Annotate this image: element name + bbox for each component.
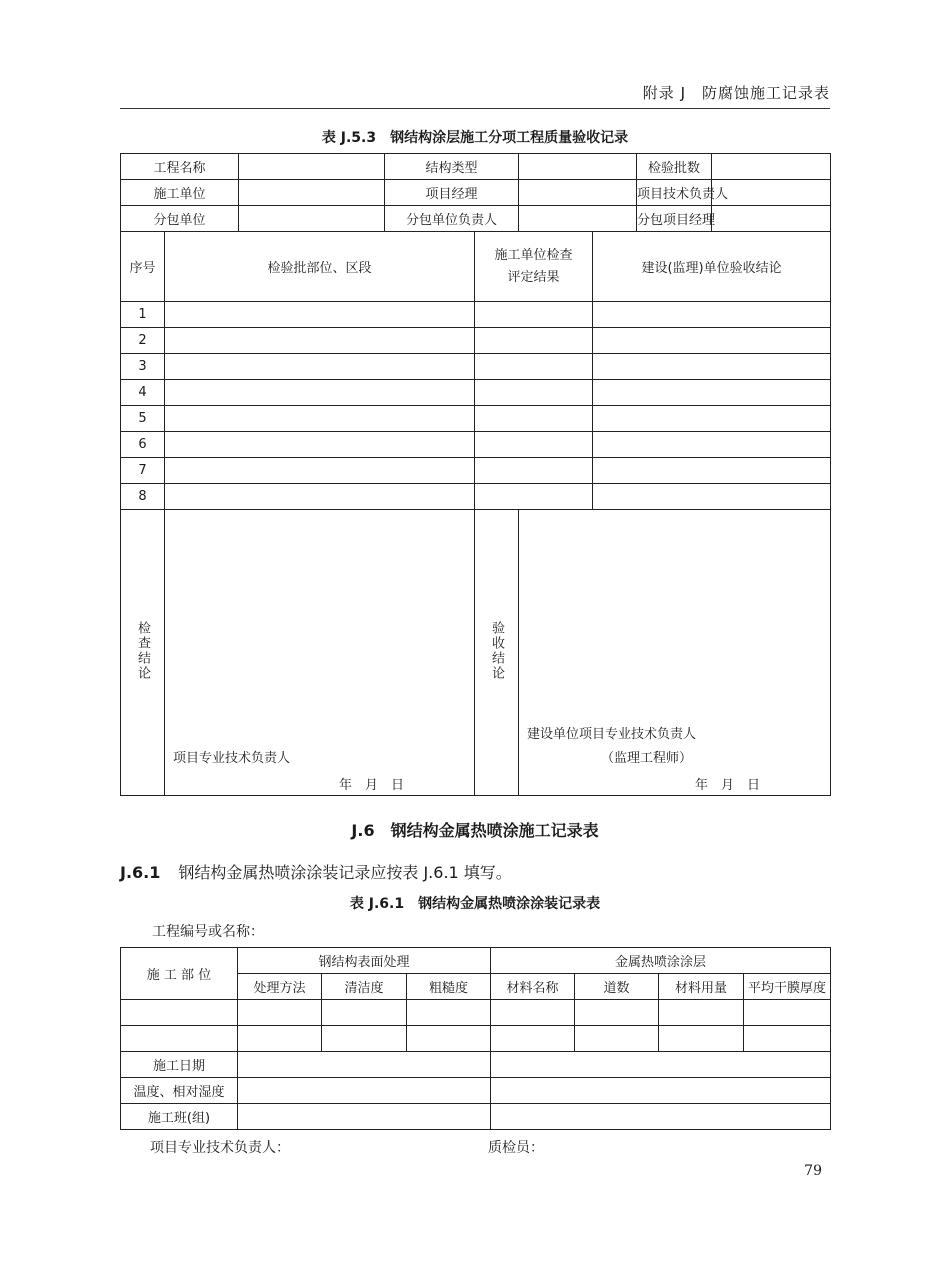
col-conclusion: 建设(监理)单位验收结论	[593, 232, 831, 302]
accept-conclusion-area[interactable]	[519, 510, 831, 796]
cell[interactable]	[238, 1000, 322, 1026]
col-eval-line1: 施工单位检查	[494, 247, 573, 263]
value-tech-lead[interactable]	[712, 180, 831, 206]
accept-conclusion-label-cell	[475, 510, 519, 796]
cell[interactable]	[491, 1104, 831, 1130]
info-row	[121, 206, 831, 232]
clause-number: J.6.1	[120, 863, 161, 882]
cell-eval[interactable]	[475, 458, 593, 484]
col-method: 处理方法	[238, 974, 322, 1000]
cell[interactable]	[407, 1026, 491, 1052]
right-signer-line1: 建设单位项目专业技术负责人	[527, 727, 697, 742]
check-conclusion-label: 检查结论	[135, 620, 150, 681]
cell-conclusion[interactable]	[593, 406, 831, 432]
cell[interactable]	[491, 1000, 575, 1026]
label-structure-type: 结构类型	[385, 154, 519, 180]
value-sub-lead[interactable]	[519, 206, 637, 232]
col-eval	[475, 232, 593, 302]
table-row	[121, 328, 831, 354]
row-number: 5	[121, 406, 165, 432]
cell[interactable]	[121, 1000, 238, 1026]
table2-caption: 表 J.6.1 钢结构金属热喷涂涂装记录表	[349, 896, 601, 912]
cell[interactable]	[491, 1078, 831, 1104]
cell[interactable]	[322, 1026, 407, 1052]
group-header-row	[121, 948, 831, 974]
cell[interactable]	[491, 1052, 831, 1078]
column-header-row	[121, 232, 831, 302]
section-title: J.6 钢结构金属热喷涂施工记录表	[351, 821, 599, 840]
col-cleanliness: 清洁度	[322, 974, 407, 1000]
cell[interactable]	[744, 1000, 831, 1026]
table-row	[121, 1026, 831, 1052]
label-project-manager: 项目经理	[385, 180, 519, 206]
group-surface: 钢结构表面处理	[238, 948, 491, 974]
temp-row	[121, 1078, 831, 1104]
cell-conclusion[interactable]	[593, 328, 831, 354]
check-conclusion-area[interactable]	[165, 510, 475, 796]
cell-conclusion[interactable]	[593, 380, 831, 406]
cell-conclusion[interactable]	[593, 458, 831, 484]
label-temp: 温度、相对湿度	[121, 1078, 238, 1104]
clause-j61	[120, 860, 512, 883]
label-subcontractor: 分包单位	[121, 206, 239, 232]
table1-caption: 表 J.5.3 钢结构涂层施工分项工程质量验收记录	[321, 130, 629, 146]
cell-location[interactable]	[165, 380, 475, 406]
cell-eval[interactable]	[475, 354, 593, 380]
table-row	[121, 1000, 831, 1026]
cell[interactable]	[238, 1026, 322, 1052]
label-contractor: 施工单位	[121, 180, 239, 206]
col-material-amount: 材料用量	[659, 974, 744, 1000]
value-project-manager[interactable]	[519, 180, 637, 206]
cell-location[interactable]	[165, 328, 475, 354]
col-location: 检验批部位、区段	[165, 232, 475, 302]
table-row	[121, 484, 831, 510]
value-contractor[interactable]	[239, 180, 385, 206]
col-location: 施 工 部 位	[121, 948, 238, 1000]
col-eval-line2: 评定结果	[507, 269, 560, 285]
label-batch-count: 检验批数	[637, 154, 712, 180]
cell-eval[interactable]	[475, 484, 593, 510]
value-subcontractor[interactable]	[239, 206, 385, 232]
team-row	[121, 1104, 831, 1130]
right-date: 年 月 日	[695, 778, 761, 793]
cell-location[interactable]	[165, 302, 475, 328]
cell-eval[interactable]	[475, 406, 593, 432]
left-date: 年 月 日	[339, 778, 405, 793]
table-j61	[120, 947, 831, 1130]
col-seq: 序号	[121, 232, 165, 302]
running-header: 附录 J 防腐蚀施工记录表	[642, 84, 830, 102]
cell-location[interactable]	[165, 354, 475, 380]
table-row	[121, 380, 831, 406]
right-signer-line2: （监理工程师）	[601, 751, 693, 766]
cell-conclusion[interactable]	[593, 302, 831, 328]
footer-tech-lead: 项目专业技术负责人：	[150, 1140, 290, 1156]
row-number: 2	[121, 328, 165, 354]
info-row	[121, 154, 831, 180]
cell[interactable]	[407, 1000, 491, 1026]
row-number: 4	[121, 380, 165, 406]
check-conclusion-label-cell	[121, 510, 165, 796]
table-j53	[120, 153, 831, 796]
cell[interactable]	[659, 1000, 744, 1026]
row-number: 1	[121, 302, 165, 328]
conclusion-row	[121, 510, 831, 796]
clause-text: 钢结构金属热喷涂涂装记录应按表 J.6.1 填写。	[178, 863, 512, 882]
cell-eval[interactable]	[475, 380, 593, 406]
info-row	[121, 180, 831, 206]
cell[interactable]	[575, 1000, 659, 1026]
value-structure-type[interactable]	[519, 154, 637, 180]
left-signer: 项目专业技术负责人	[173, 751, 291, 766]
project-label: 工程编号或名称：	[152, 924, 264, 940]
cell[interactable]	[575, 1026, 659, 1052]
table-row	[121, 354, 831, 380]
value-sub-manager[interactable]	[712, 206, 831, 232]
label-tech-lead: 项目技术负责人	[637, 180, 712, 206]
col-roughness: 粗糙度	[407, 974, 491, 1000]
cell-conclusion[interactable]	[593, 484, 831, 510]
cell[interactable]	[238, 1104, 491, 1130]
cell-conclusion[interactable]	[593, 432, 831, 458]
label-date: 施工日期	[121, 1052, 238, 1078]
cell-conclusion[interactable]	[593, 354, 831, 380]
table-row	[121, 406, 831, 432]
cell[interactable]	[491, 1026, 575, 1052]
accept-conclusion-label: 验收结论	[489, 620, 505, 681]
cell-location[interactable]	[165, 484, 475, 510]
cell[interactable]	[322, 1000, 407, 1026]
group-coating: 金属热喷涂涂层	[491, 948, 831, 974]
cell-eval[interactable]	[475, 432, 593, 458]
cell-location[interactable]	[165, 406, 475, 432]
cell-eval[interactable]	[475, 328, 593, 354]
col-dft: 平均干膜厚度	[744, 974, 831, 1000]
label-team: 施工班(组)	[121, 1104, 238, 1130]
value-batch-count[interactable]	[712, 154, 831, 180]
row-number: 7	[121, 458, 165, 484]
cell[interactable]	[238, 1052, 491, 1078]
row-number: 3	[121, 354, 165, 380]
label-project-name: 工程名称	[121, 154, 239, 180]
cell[interactable]	[238, 1078, 491, 1104]
table-row	[121, 302, 831, 328]
cell-eval[interactable]	[475, 302, 593, 328]
header-rule	[120, 108, 830, 109]
label-sub-manager: 分包项目经理	[637, 206, 712, 232]
cell[interactable]	[744, 1026, 831, 1052]
page-number: 79	[804, 1163, 822, 1179]
date-row	[121, 1052, 831, 1078]
footer-inspector: 质检员：	[488, 1140, 544, 1156]
cell[interactable]	[659, 1026, 744, 1052]
table-row	[121, 432, 831, 458]
row-number: 6	[121, 432, 165, 458]
col-material-name: 材料名称	[491, 974, 575, 1000]
table-row	[121, 458, 831, 484]
col-passes: 道数	[575, 974, 659, 1000]
label-sub-lead: 分包单位负责人	[385, 206, 519, 232]
cell-location[interactable]	[165, 458, 475, 484]
cell[interactable]	[121, 1026, 238, 1052]
value-project-name[interactable]	[239, 154, 385, 180]
row-number: 8	[121, 484, 165, 510]
cell-location[interactable]	[165, 432, 475, 458]
